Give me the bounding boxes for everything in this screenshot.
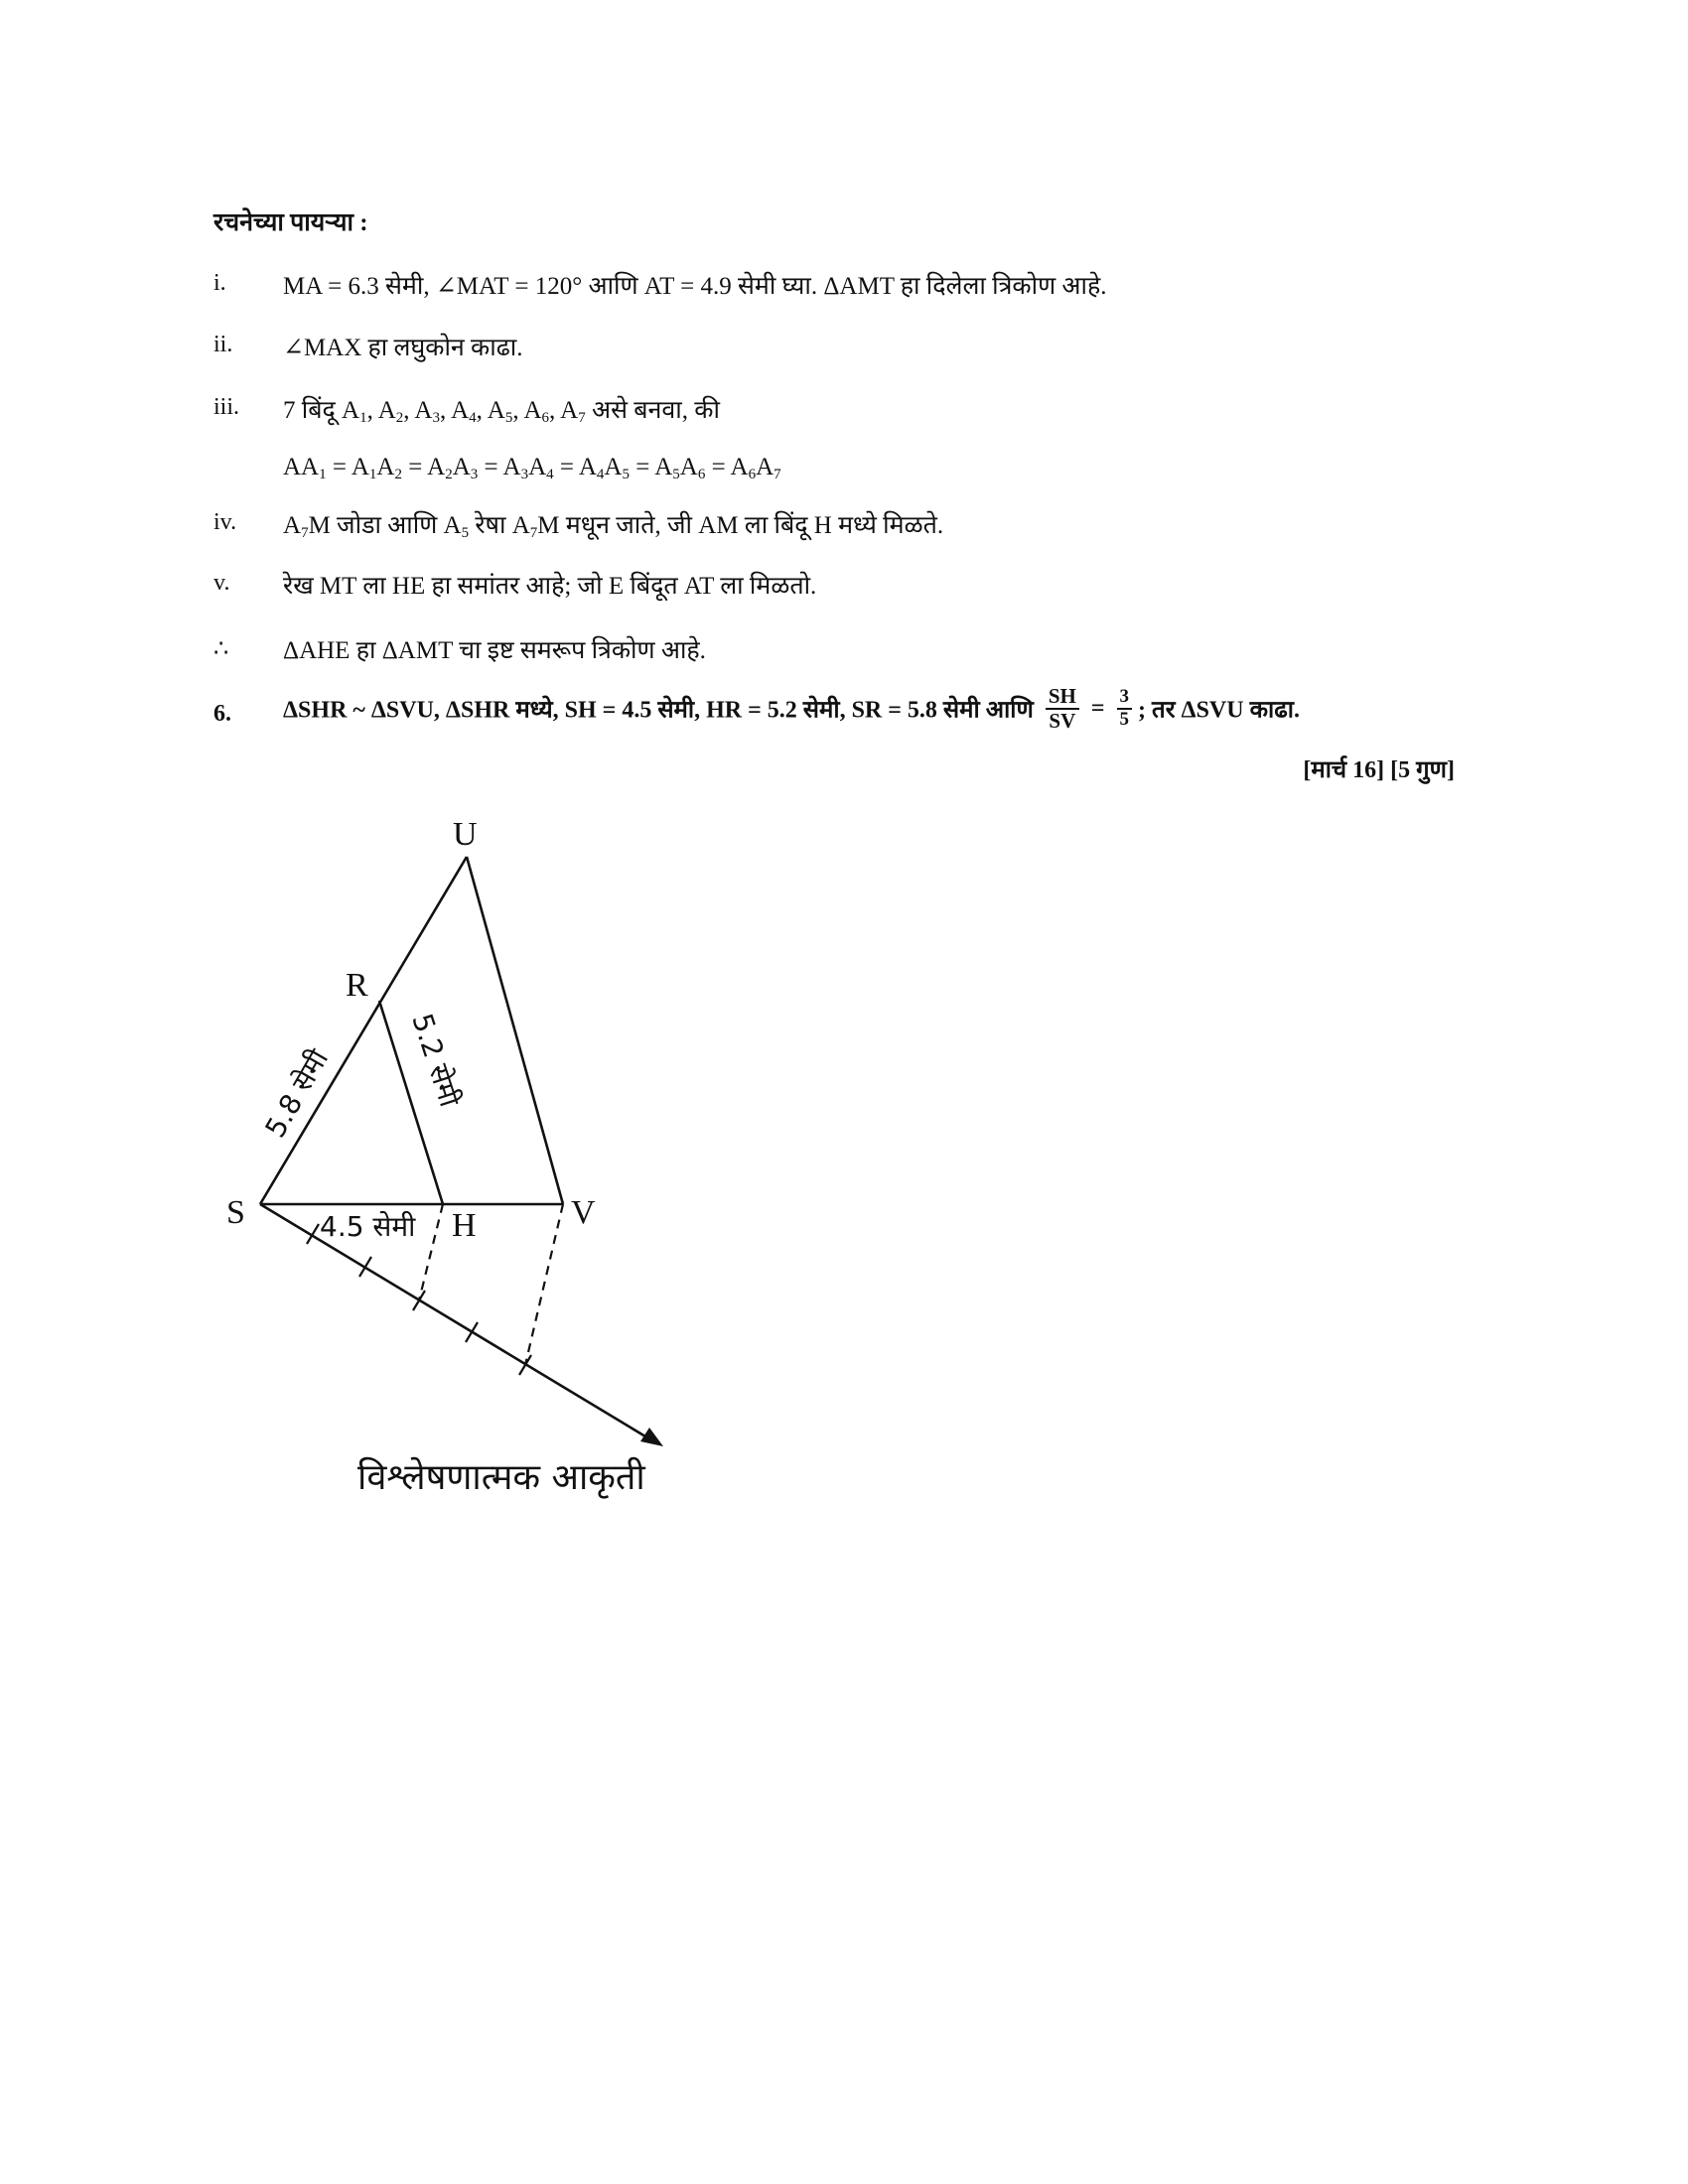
text: A: [528, 454, 547, 480]
figure-caption: विश्लेषणात्मक आकृती: [357, 1457, 645, 1498]
text: = A: [326, 454, 369, 480]
step-number-iv: iv.: [213, 509, 237, 535]
text: A: [679, 454, 698, 480]
step-text-v: रेख MT ला HE हा समांतर आहे; जो E बिंदूत AT ला मिळतो.: [283, 573, 817, 600]
subscript: 5: [672, 467, 680, 482]
text: AA: [283, 454, 320, 480]
text: असे बनवा, की: [585, 397, 720, 424]
subscript: 5: [622, 467, 630, 482]
text: = A: [629, 454, 673, 480]
fraction-denominator: 5: [1119, 709, 1130, 731]
subscript: 3: [520, 467, 529, 482]
subscript: 7: [529, 525, 538, 541]
text: = A: [478, 454, 521, 480]
subscript: 1: [368, 467, 377, 482]
text: रेषा A: [469, 512, 530, 539]
measure-sh: 4.5 सेमी: [320, 1210, 416, 1243]
subscript: 6: [697, 467, 706, 482]
measure-hr: 5.2 सेमी: [405, 1009, 467, 1111]
subscript: 2: [394, 467, 402, 482]
text: A: [376, 454, 395, 480]
text: M जोडा आणि A: [308, 512, 462, 539]
step-number-v: v.: [213, 570, 230, 596]
side-uv: [467, 857, 563, 1204]
fraction-numerator: SH: [1046, 685, 1079, 710]
text: , A: [403, 397, 433, 424]
subscript: 5: [461, 525, 470, 541]
subscript: 7: [301, 525, 309, 541]
ray-arrowhead-icon: [640, 1428, 663, 1446]
subscript: 1: [359, 410, 367, 426]
subscript: 6: [748, 467, 757, 482]
vertex-label-h: H: [452, 1207, 477, 1244]
subscript: 5: [504, 410, 513, 426]
text: A: [756, 454, 774, 480]
vertex-label-r: R: [346, 967, 368, 1004]
dashed-line-v: [525, 1204, 563, 1365]
subscript: 4: [546, 467, 554, 482]
subscript: 7: [578, 410, 586, 426]
subscript: 4: [469, 410, 477, 426]
text: = A: [401, 454, 446, 480]
triangle-lines: [260, 857, 650, 1439]
subscript: 4: [596, 467, 605, 482]
text: = A: [705, 454, 749, 480]
question-text-start: ΔSHR ~ ΔSVU, ΔSHR मध्ये, SH = 4.5 सेमी, HR = 5.2 सेमी, SR = 5.8 सेमी आणि: [283, 697, 1034, 724]
question-text-end: ; तर ΔSVU काढा.: [1138, 697, 1300, 724]
vertex-label-v: V: [571, 1194, 596, 1231]
conclusion-text: ΔAHE हा ΔAMT चा इष्ट समरूप त्रिकोण आहे.: [283, 637, 706, 664]
step-number-ii: ii.: [213, 332, 233, 357]
fraction-numerator: 3: [1117, 687, 1133, 710]
section-heading: रचनेच्या पायऱ्या :: [213, 209, 368, 236]
subscript: 2: [445, 467, 453, 482]
dashed-line-h: [419, 1204, 443, 1300]
fraction-denominator: SV: [1049, 709, 1076, 734]
therefore-symbol: ∴: [213, 636, 229, 662]
subscript: 1: [319, 467, 327, 482]
equals-sign: =: [1090, 695, 1105, 722]
dashed-parallel-lines: [419, 1204, 563, 1365]
vertex-label-s: S: [226, 1194, 245, 1231]
subscript: 3: [470, 467, 479, 482]
subscript: 3: [432, 410, 440, 426]
question-number: 6.: [213, 701, 231, 727]
text: A: [604, 454, 623, 480]
subscript: 7: [774, 467, 781, 482]
text: , A: [549, 397, 579, 424]
step-text-ii: ∠MAX हा लघुकोन काढा.: [283, 335, 523, 361]
subscript: 2: [395, 410, 404, 426]
tick-mark: [359, 1257, 371, 1277]
text: , A: [512, 397, 542, 424]
subscript: 6: [541, 410, 550, 426]
marks-badge: [मार्च 16] [5 गुण]: [1303, 757, 1455, 783]
step-number-iii: iii.: [213, 394, 240, 420]
text: , A: [366, 397, 396, 424]
text: A: [452, 454, 471, 480]
step-number-i: i.: [213, 270, 226, 296]
text: 7 बिंदू A: [283, 397, 360, 424]
text: , A: [439, 397, 470, 424]
tick-mark: [466, 1322, 478, 1342]
step-text-i: MA = 6.3 सेमी, ∠MAT = 120° आणि AT = 4.9 सेमी घ्या. ΔAMT हा दिलेला त्रिकोण आहे.: [283, 273, 1107, 300]
measure-sr: 5.8 सेमी: [258, 1043, 336, 1144]
text: A: [283, 512, 302, 539]
text: = A: [553, 454, 597, 480]
vertex-label-u: U: [453, 816, 478, 853]
text: M मधून जाते, जी AM ला बिंदू H मध्ये मिळते.: [537, 512, 944, 539]
text: , A: [476, 397, 505, 424]
